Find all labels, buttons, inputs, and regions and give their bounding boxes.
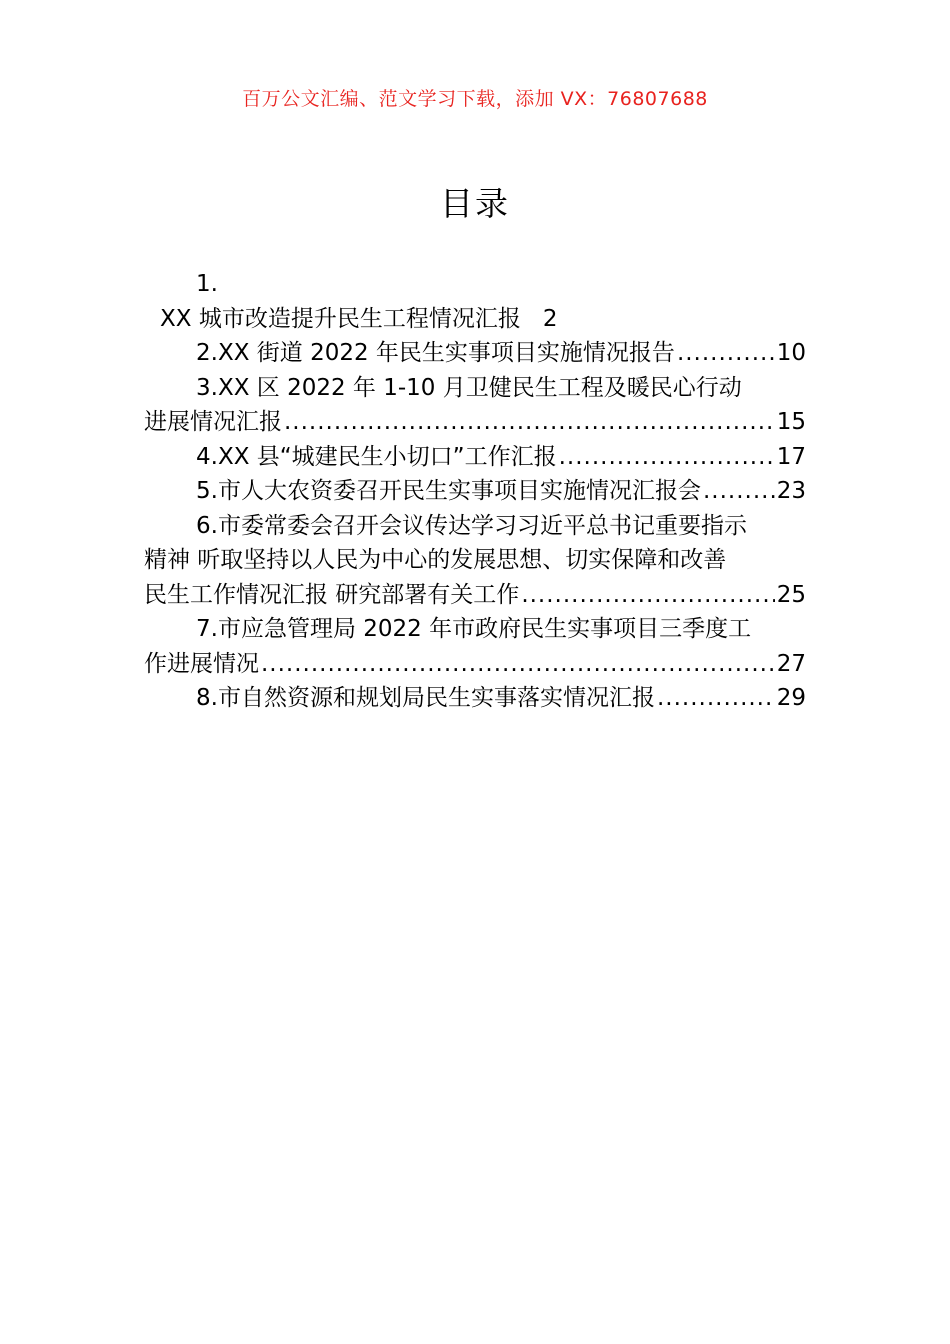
toc-item-4-page: 17 — [776, 443, 806, 470]
dot-leader — [284, 405, 775, 440]
dot-leader — [703, 474, 775, 509]
toc-item-3-line-2[interactable] — [144, 405, 806, 440]
toc-item-6-line-1[interactable]: 6.市委常委会召开会议传达学习习近平总书记重要指示 — [196, 512, 747, 539]
toc-item-8-text: 8.市自然资源和规划局民生实事落实情况汇报 — [196, 685, 655, 711]
dot-leader — [559, 440, 775, 475]
toc-item-1-page: 2 — [542, 305, 558, 332]
toc-item-6-page: 25 — [776, 581, 806, 608]
toc-item-6-text: 民生工作情况汇报 研究部署有关工作 — [144, 581, 520, 608]
toc-item-1[interactable] — [144, 302, 806, 337]
watermark-header: 百万公文汇编、范文学习下载，添加 VX：76807688 — [242, 88, 708, 110]
page-title: 目录 — [440, 184, 510, 223]
toc-item-3-page: 15 — [776, 409, 806, 435]
toc-item-2[interactable] — [144, 336, 806, 371]
dot-leader — [657, 681, 775, 716]
toc-item-7-line-2[interactable] — [144, 647, 806, 682]
toc-item-7-text: 作进展情况 — [144, 650, 259, 677]
toc-item-5[interactable] — [144, 474, 806, 509]
dot-leader — [261, 647, 775, 682]
table-of-contents — [144, 267, 806, 716]
toc-item-2-text: 2.XX 街道 2022 年民生实事项目实施情况报告 — [196, 340, 675, 366]
toc-item-7-line-1[interactable]: 7.市应急管理局 2022 年市政府民生实事项目三季度工 — [196, 616, 752, 642]
toc-item-5-text: 5.市人大农资委召开民生实事项目实施情况汇报会 — [196, 478, 701, 504]
toc-item-2-page: 10 — [776, 340, 806, 366]
toc-item-6-line-3[interactable] — [144, 578, 806, 613]
toc-item-5-page: 23 — [776, 478, 806, 504]
toc-item-8[interactable] — [144, 681, 806, 716]
dot-leader — [521, 578, 774, 613]
toc-item-3-line-1[interactable]: 3.XX 区 2022 年 1-10 月卫健民生工程及暖民心行动 — [196, 374, 742, 401]
dot-leader — [677, 336, 775, 371]
toc-item-8-page: 29 — [776, 685, 806, 711]
toc-item-1-number: 1. — [196, 271, 218, 297]
toc-item-7-page: 27 — [776, 650, 806, 677]
toc-item-6-line-2[interactable]: 精神 听取坚持以人民为中心的发展思想、切实保障和改善 — [144, 547, 727, 573]
toc-item-1-text: XX 城市改造提升民生工程情况汇报 — [160, 305, 521, 332]
toc-item-4[interactable] — [144, 440, 806, 475]
toc-item-3-text: 进展情况汇报 — [144, 409, 282, 435]
toc-item-4-text: 4.XX 县“城建民生小切口”工作汇报 — [196, 443, 557, 470]
